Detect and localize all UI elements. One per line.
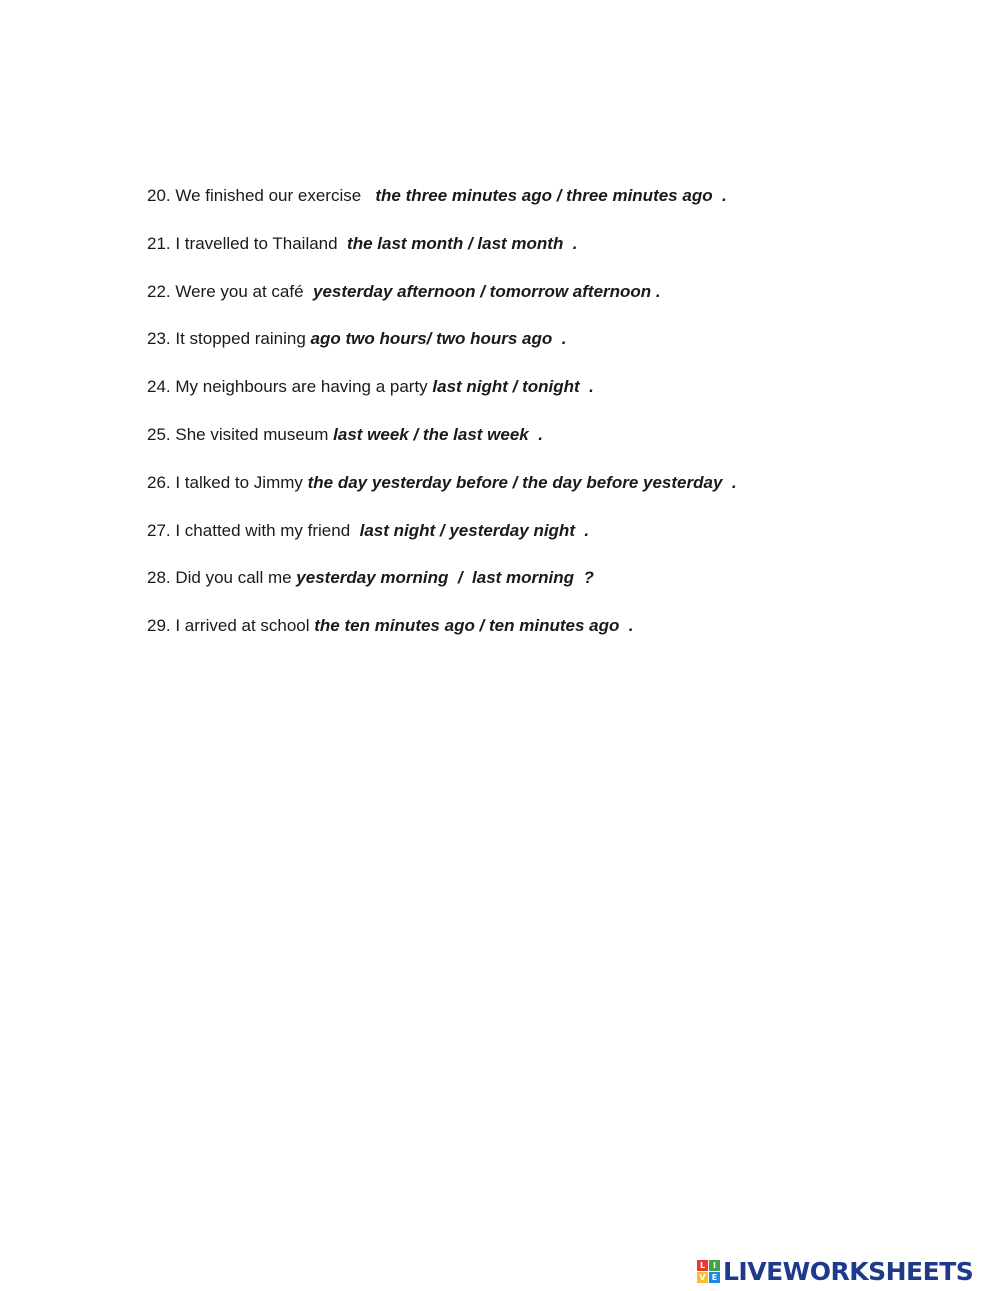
- item-choice: the day yesterday before / the day before yesterday .: [307, 472, 737, 492]
- exercise-item-21: [147, 232, 967, 280]
- liveworksheets-logo: [697, 1254, 973, 1288]
- item-sentence: I arrived at school: [175, 616, 315, 636]
- item-choice: last night / yesterday night .: [359, 520, 590, 540]
- item-number: 22.: [147, 281, 176, 301]
- exercise-item-28: [147, 566, 967, 614]
- exercise-item-24: [147, 375, 967, 423]
- item-number: 28.: [147, 568, 176, 588]
- item-choice: the three minutes ago / three minutes ago .: [375, 186, 727, 205]
- item-number: 23.: [147, 329, 176, 349]
- exercise-item-26: [147, 471, 967, 519]
- exercise-item-27: [147, 519, 967, 567]
- exercise-item-25: [147, 423, 967, 471]
- item-sentence: It stopped raining: [175, 329, 311, 349]
- item-choice: yesterday afternoon / tomorrow afternoon .: [313, 281, 661, 301]
- item-choice: yesterday morning / last morning ?: [296, 568, 594, 588]
- item-choice: the last month / last month .: [347, 233, 578, 253]
- logo-mark-tile: E: [709, 1272, 720, 1283]
- item-sentence: She visited museum: [175, 424, 334, 444]
- exercise-item-29: [147, 614, 967, 662]
- item-number: 21.: [147, 233, 176, 253]
- item-number: 20.: [147, 186, 176, 205]
- liveworksheets-mark-icon: [697, 1260, 720, 1283]
- item-number: 24.: [147, 377, 176, 397]
- exercise-item-23: [147, 327, 967, 375]
- logo-mark-tile: L: [697, 1260, 708, 1271]
- item-choice: the ten minutes ago / ten minutes ago .: [314, 616, 634, 636]
- worksheet: [147, 184, 967, 662]
- item-number: 26.: [147, 472, 176, 492]
- item-sentence: I talked to Jimmy: [175, 472, 308, 492]
- item-sentence: We finished our exercise: [175, 186, 376, 205]
- item-number: 25.: [147, 424, 176, 444]
- item-choice: last night / tonight .: [432, 377, 594, 397]
- item-number: 29.: [147, 616, 176, 636]
- item-sentence: Were you at café: [175, 281, 314, 301]
- item-choice: ago two hours/ two hours ago .: [310, 329, 567, 349]
- item-number: 27.: [147, 520, 176, 540]
- item-choice: last week / the last week .: [333, 424, 543, 444]
- exercise-item-22: [147, 280, 967, 328]
- logo-mark-tile: I: [709, 1260, 720, 1271]
- item-sentence: My neighbours are having a party: [175, 377, 433, 397]
- logo-wordmark: LIVEWORKSHEETS: [723, 1256, 974, 1286]
- item-sentence: I travelled to Thailand: [175, 233, 348, 253]
- exercise-item-20: [147, 184, 967, 232]
- item-sentence: Did you call me: [175, 568, 297, 588]
- logo-mark-tile: V: [697, 1272, 708, 1283]
- item-sentence: I chatted with my friend: [175, 520, 360, 540]
